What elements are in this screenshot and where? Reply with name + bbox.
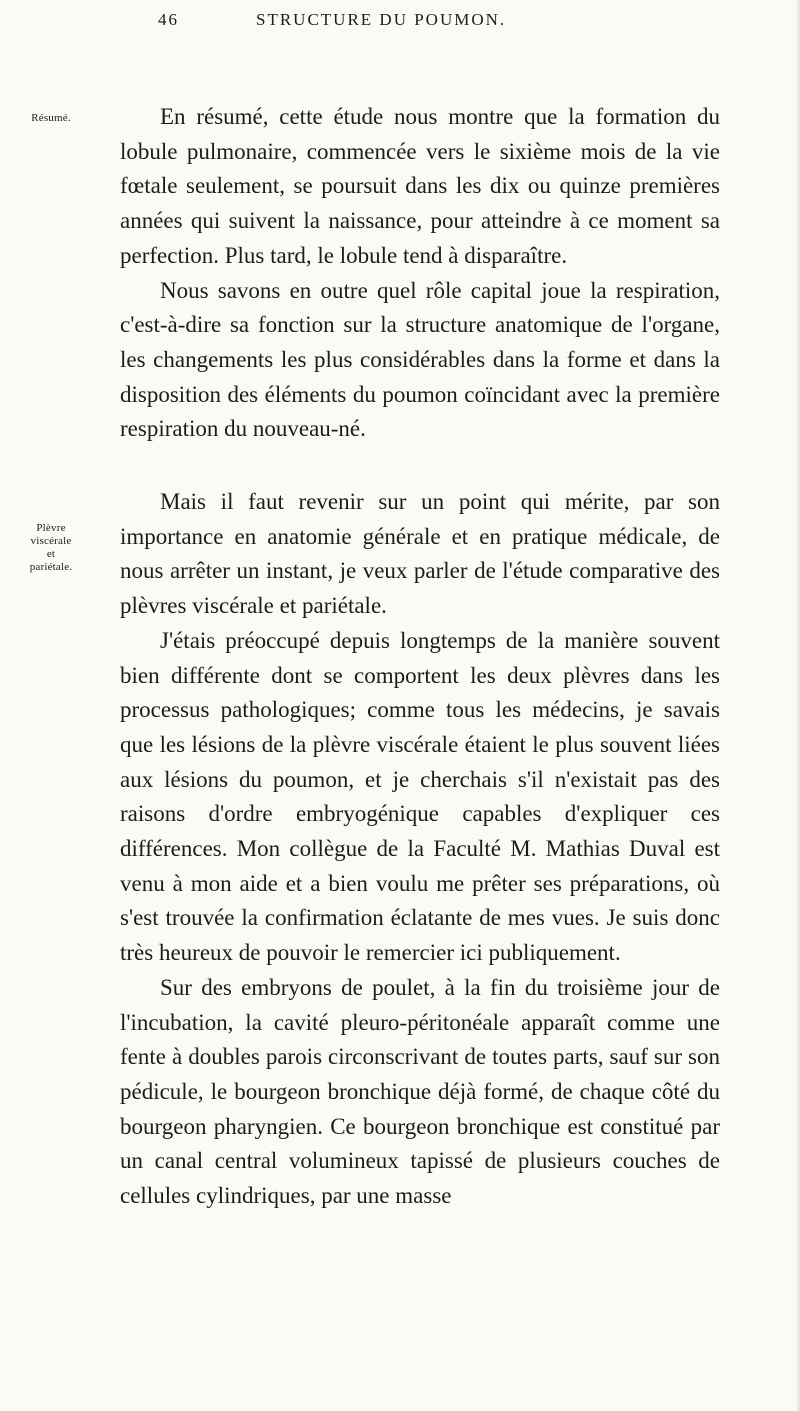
- margin-note-line: viscérale: [30, 535, 72, 547]
- paragraph: Mais il faut revenir sur un point qui mérite, par son importance en anatomie générale et en pratique médicale, de nous arrêter un instant, je veux parler de l'étude comparative des plèvres viscérale et pariétale.: [120, 489, 720, 619]
- paragraph: En résumé, cette étude nous montre que la formation du lobule pulmonaire, commencée vers le sixième mois de la vie fœtale seulement, se poursuit dans les dix ou quinze premières années qui suivent la naissance, pour atteindre à ce moment sa perfection. Plus tard, le lobule tend à disparaître.: [120, 104, 720, 268]
- body-text: [120, 100, 720, 1214]
- margin-note-plevre: [4, 522, 98, 574]
- paragraph: Sur des embryons de poulet, à la fin du troisième jour de l'incubation, la cavité pleuro-péritonéale apparaît comme une fente à doubles parois circonscrivant de toutes parts, sauf sur son pédicule, le bourgeon bronchique déjà formé, de chaque côté du bourgeon pharyngien. Ce bourgeon bronchique est constitué par un canal central volumineux tapissé de plusieurs couches de cellules cylindriques, par une masse: [120, 974, 720, 1209]
- paragraph: Nous savons en outre quel rôle capital joue la respiration, c'est-à-dire sa fonction sur la structure anatomique de l'organe, les changements les plus considérables dans la forme et dans la disposition des éléments du poumon coïncidant avec la première respiration du nouveau-né.: [120, 277, 720, 442]
- page-edge-shadow: [796, 0, 800, 1411]
- running-header: [158, 10, 758, 34]
- margin-note-line: et: [46, 548, 56, 560]
- section-gap: [120, 447, 720, 485]
- margin-note-line: pariétale.: [29, 561, 73, 573]
- paragraph: J'étais préoccupé depuis longtemps de la manière souvent bien différente dont se comportent les deux plèvres dans les processus pathologiques; comme tous les médecins, je savais que les lésions de la plèvre viscérale étaient le plus souvent liées aux lésions du poumon, et je cherchais s'il n'existait pas des raisons d'ordre embryogénique capables d'expliquer ces différences. Mon collègue de la Faculté M. Mathias Duval est venu à mon aide et a bien voulu me prêter ses préparations, où s'est trouvée la confirmation éclatante de mes vues. Je suis donc très heureux de pouvoir le remercier ici publiquement.: [120, 627, 720, 966]
- margin-note-line: Plèvre: [36, 522, 66, 534]
- running-title: STRUCTURE DU POUMON.: [256, 10, 507, 29]
- page-number: 46: [158, 10, 179, 29]
- margin-note-resume: Résumé.: [31, 112, 71, 124]
